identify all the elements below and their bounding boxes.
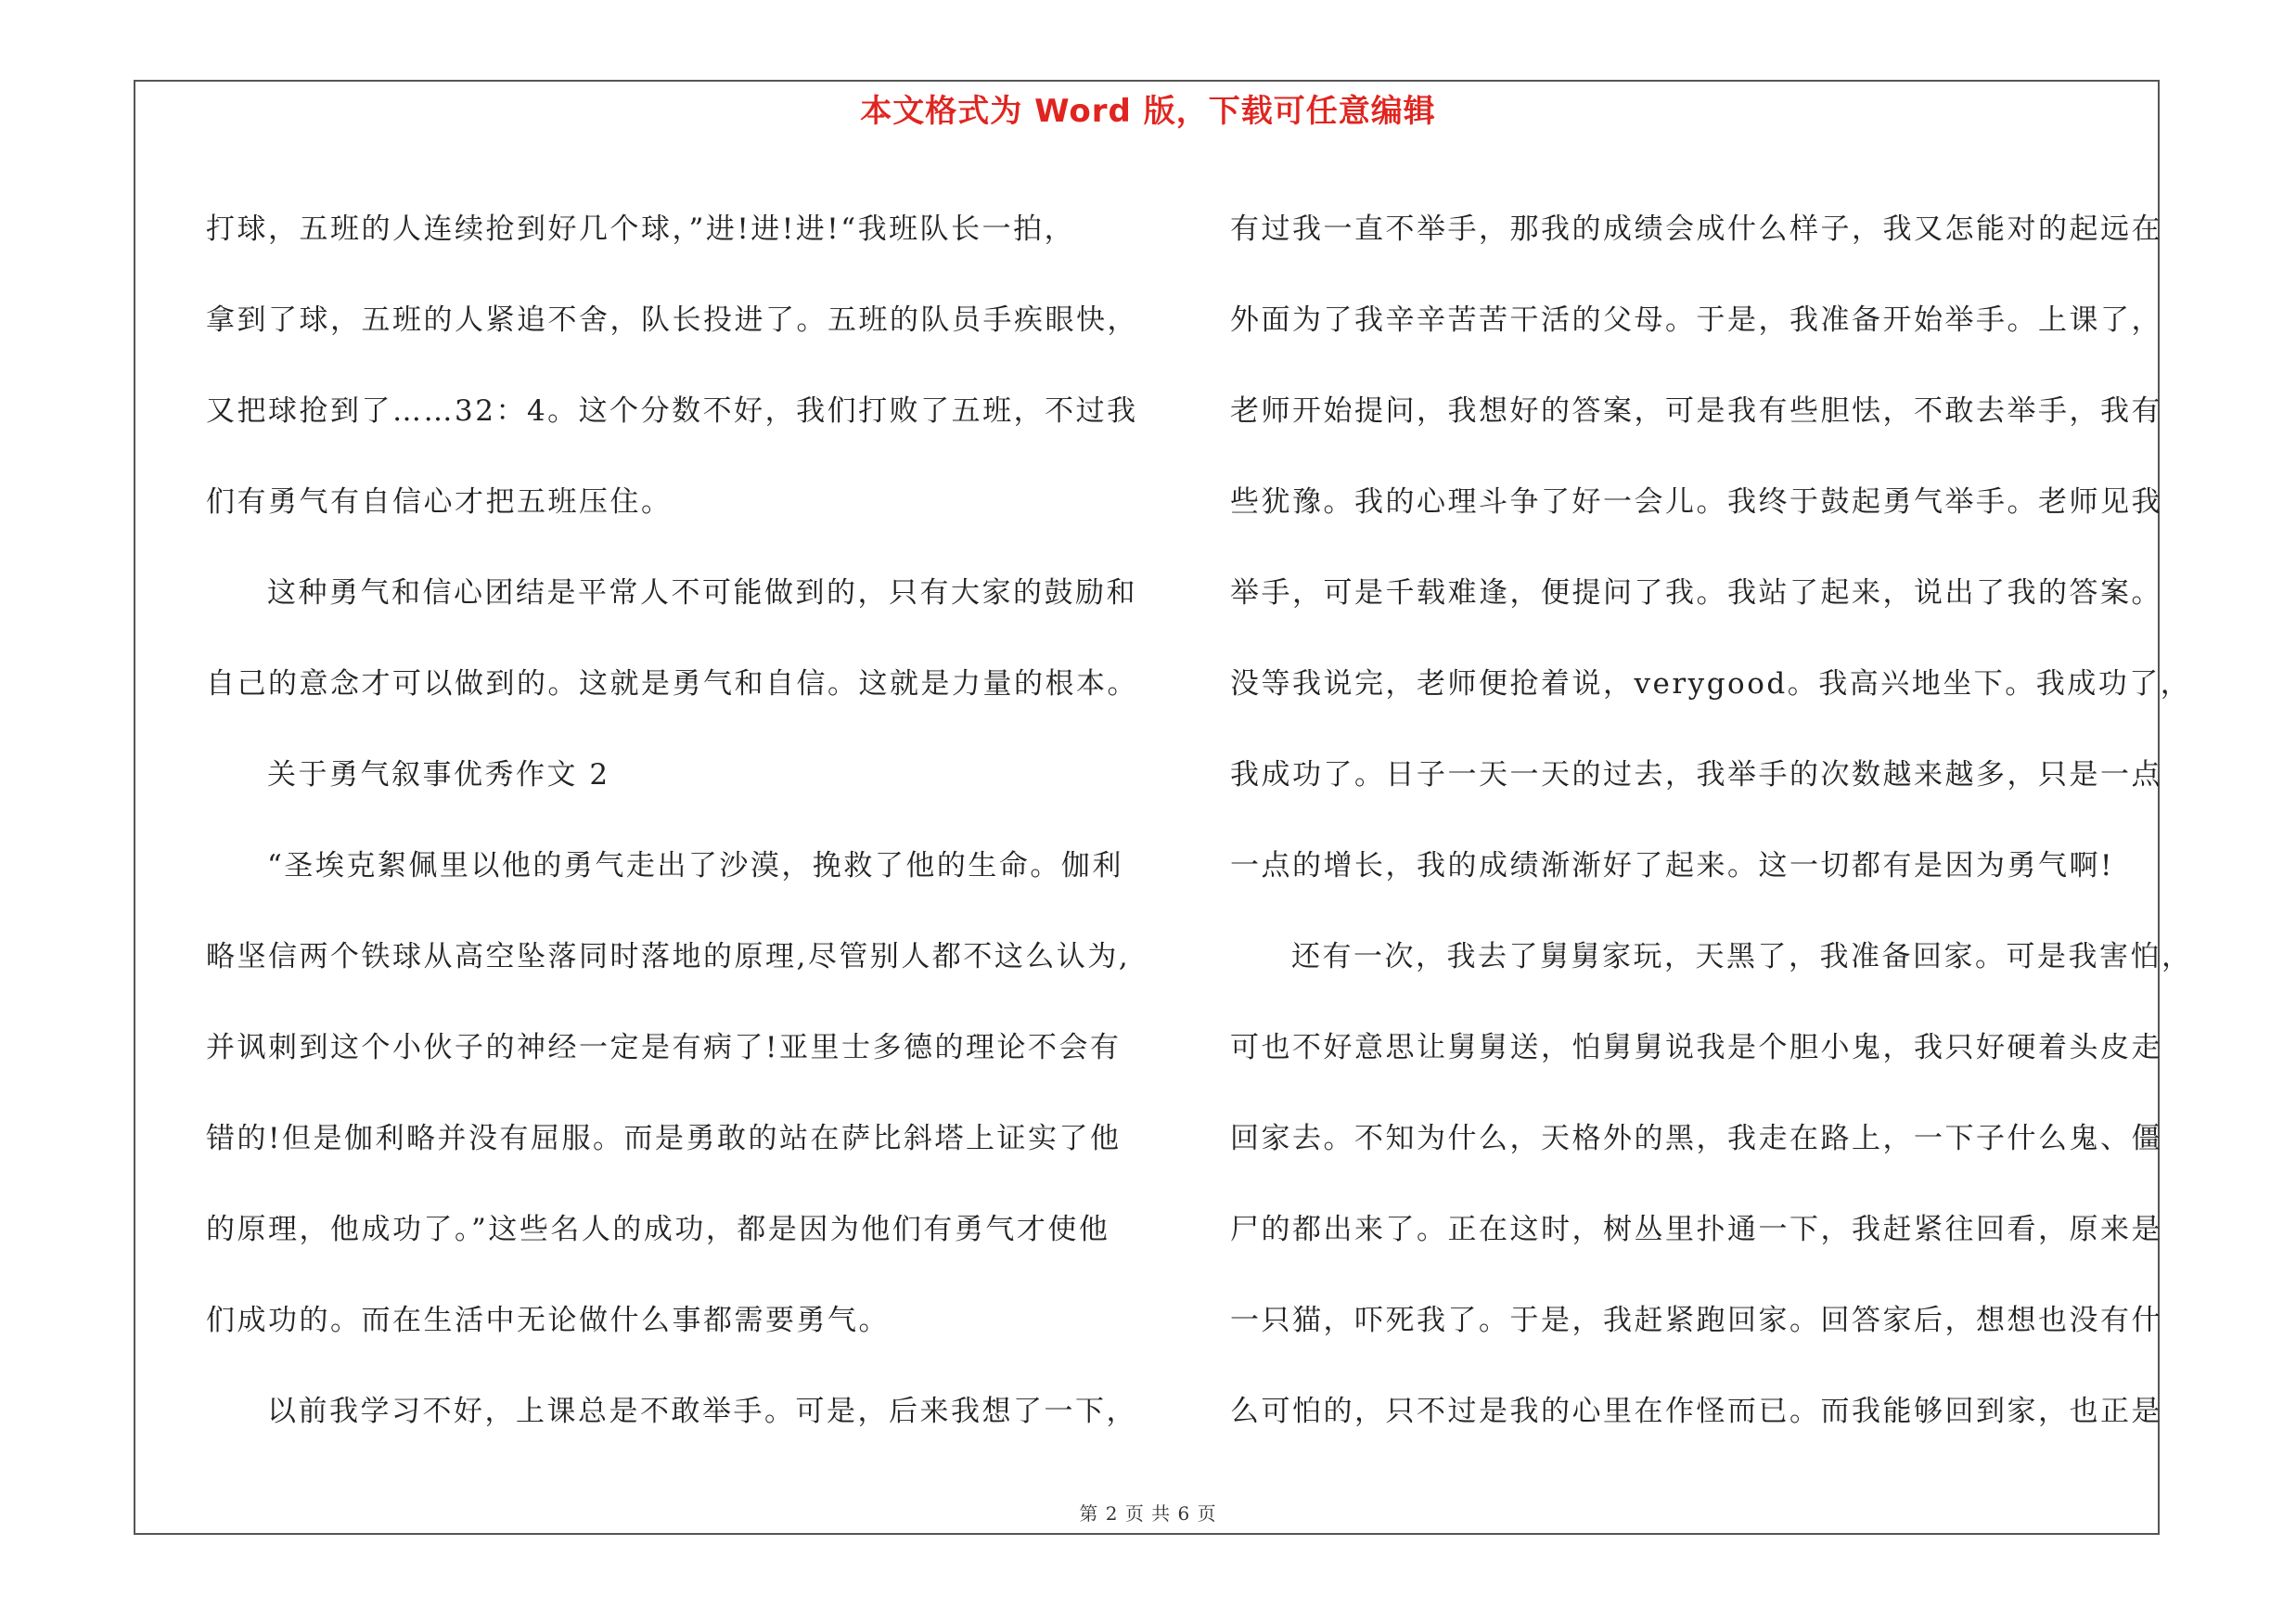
text-line: 么可怕的，只不过是我的心里在作怪而已。而我能够回到家，也正是 [1230,1395,2162,1428]
text-line: 一只猫，吓死我了。于是，我赶紧跑回家。回答家后，想想也没有什 [1230,1304,2162,1337]
text-line: 外面为了我辛辛苦苦干活的父母。于是，我准备开始举手。上课了， [1230,303,2162,337]
left-text-column [206,184,1161,1457]
text-line: 们有勇气有自信心才把五班压住。 [206,485,673,519]
right-text-column [1230,184,2193,1457]
text-line: 自己的意念才可以做到的。这就是勇气和自信。这就是力量的根本。 [206,667,1138,701]
text-line: 举手，可是千载难逢，便提问了我。我站了起来，说出了我的答案。 [1230,576,2162,610]
text-line: 我成功了。日子一天一天的过去，我举手的次数越来越多，只是一点 [1230,758,2162,792]
text-line: 打球，五班的人连续抢到好几个球，”进!进!进!“我班队长一拍， [206,213,1076,246]
page-number-footer: 第 2 页 共 6 页 [1079,1502,1217,1525]
text-line: 些犹豫。我的心理斗争了好一会儿。我终于鼓起勇气举手。老师见我 [1230,485,2162,519]
text-line: 以前我学习不好，上课总是不敢举手。可是，后来我想了一下， [267,1395,1137,1428]
text-line: 尸的都出来了。正在这时，树丛里扑通一下，我赶紧往回看，原来是 [1230,1213,2162,1246]
text-line: 可也不好意思让舅舅送，怕舅舅说我是个胆小鬼，我只好硬着头皮走 [1230,1031,2162,1064]
text-line: 还有一次，我去了舅舅家玩，天黑了，我准备回家。可是我害怕， [1291,940,2193,973]
text-line: “圣埃克絮佩里以他的勇气走出了沙漠，挽救了他的生命。伽利 [267,849,1123,882]
text-line: 有过我一直不举手，那我的成绩会成什么样子，我又怎能对的起远在 [1230,213,2162,246]
text-line: 又把球抢到了……32：4。这个分数不好，我们打败了五班，不过我 [206,394,1138,428]
document-header-title: 本文格式为 Word 版，下载可任意编辑 [860,93,1436,130]
text-line: 老师开始提问，我想好的答案，可是我有些胆怯，不敢去举手，我有 [1230,394,2162,428]
text-line: 这种勇气和信心团结是平常人不可能做到的，只有大家的鼓励和 [267,576,1137,610]
text-line: 错的!但是伽利略并没有屈服。而是勇敢的站在萨比斜塔上证实了他 [206,1122,1122,1155]
text-line: 并讽刺到这个小伙子的神经一定是有病了!亚里士多德的理论不会有 [206,1031,1122,1064]
text-line: 的原理，他成功了。”这些名人的成功，都是因为他们有勇气才使他 [206,1213,1110,1246]
text-line: 回家去。不知为什么，天格外的黑，我走在路上，一下子什么鬼、僵 [1230,1122,2162,1155]
text-line: 们成功的。而在生活中无论做什么事都需要勇气。 [206,1304,890,1337]
text-line: 略坚信两个铁球从高空坠落同时落地的原理,尽管别人都不这么认为, [206,940,1131,973]
text-line: 拿到了球，五班的人紧追不舍，队长投进了。五班的队员手疾眼快， [206,303,1138,337]
text-line: 没等我说完，老师便抢着说，verygood。我高兴地坐下。我成功了， [1230,667,2192,701]
section-heading: 关于勇气叙事优秀作文 2 [267,758,610,792]
text-line: 一点的增长，我的成绩渐渐好了起来。这一切都有是因为勇气啊! [1230,849,2114,882]
